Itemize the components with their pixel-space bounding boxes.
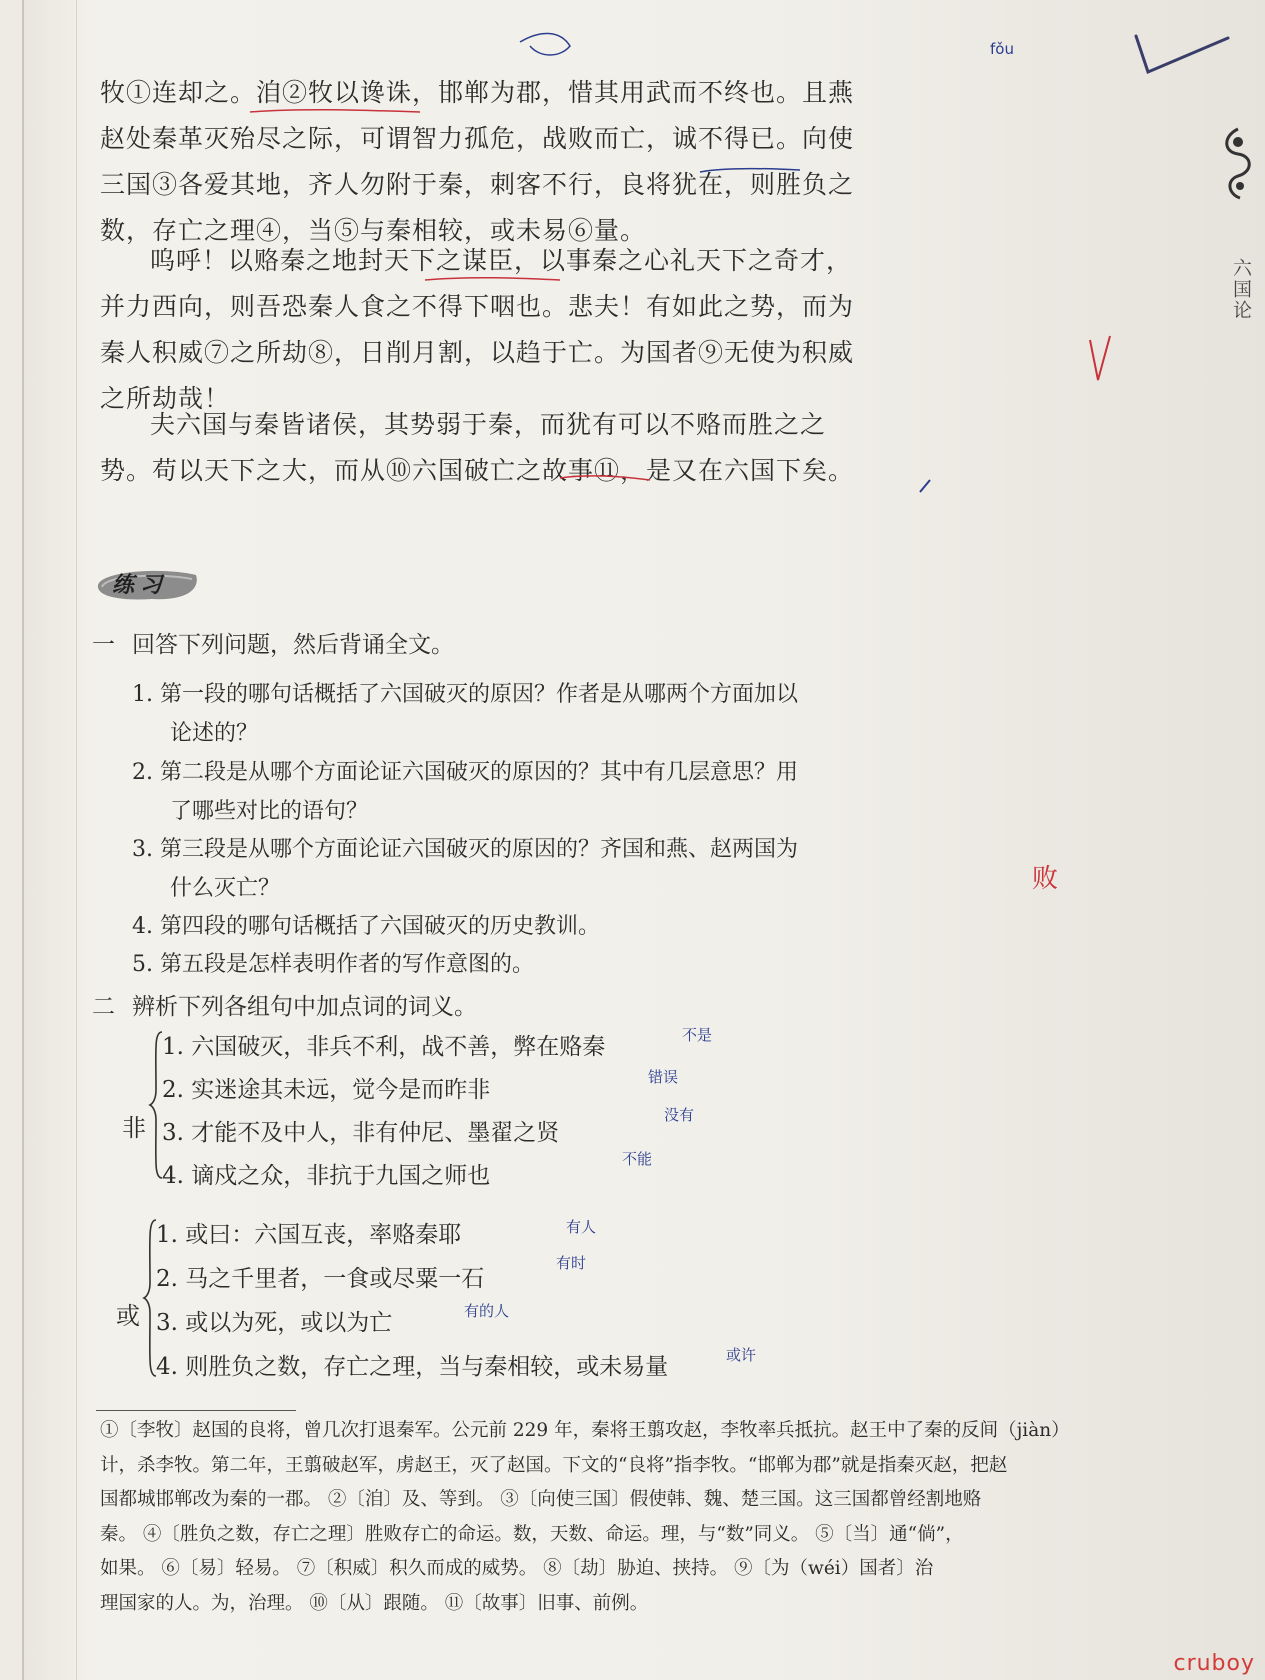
- group-label-fei: 非: [122, 1114, 146, 1142]
- passage-paragraph-1: [100, 70, 890, 254]
- group-huo-item: 1. 或曰：六国互丧，率赂秦耶: [156, 1222, 462, 1248]
- group-label-huo: 或: [116, 1302, 140, 1330]
- question-number: 2.: [132, 760, 153, 785]
- passage-line: 赵处秦革灭殆尽之际，可谓智力孤危，战败而亡，诚不得已。向使: [100, 124, 855, 153]
- passage-line: 夫六国与秦皆诸侯，其势弱于秦，而犹有可以不赂而胜之之: [150, 410, 827, 439]
- group-huo-item: 2. 马之千里者，一食或尽粟一石: [156, 1266, 485, 1292]
- passage-line: 势。苟以天下之大，而从⑩六国破亡之故事⑪，是又在六国下矣。: [100, 456, 855, 485]
- exercise-label-text: 练习: [112, 572, 169, 598]
- passage-line: 牧①连却之。洎②牧以谗诛，邯郸为郡，惜其用武而不终也。且燕: [100, 78, 855, 107]
- chapter-side-title: 六国论: [1230, 258, 1252, 321]
- footnote-line: 计，杀李牧。第二年，王翦破赵军，虏赵王，灭了赵国。下文的“良将”指李牧。“邯郸为郡”就是指秦灭赵，把赵: [100, 1454, 1008, 1476]
- part1-title: 回答下列问题，然后背诵全文。: [132, 632, 454, 658]
- footnote-line: 如果。 ⑥〔易〕轻易。 ⑦〔积威〕积久而成的威势。 ⑧〔劫〕胁迫、挟持。 ⑨〔为（wéi）国者〕治: [100, 1558, 934, 1579]
- group-fei-item: 2. 实迷途其未远，觉今是而昨非: [162, 1077, 491, 1103]
- footnote-line: 理国家的人。为，治理。 ⑩〔从〕跟随。 ⑪〔故事〕旧事、前例。: [100, 1592, 649, 1614]
- ornament-icon: [1218, 124, 1258, 204]
- part1-number: 一: [92, 632, 115, 658]
- question-text: 第一段的哪句话概括了六国破灭的原因？作者是从哪两个方面加以: [160, 682, 799, 707]
- handwritten-note: 错误: [648, 1068, 679, 1086]
- question-text: 第三段是从哪个方面论证六国破灭的原因的？齐国和燕、赵两国为: [160, 837, 799, 862]
- handwritten-note: fǒu: [990, 40, 1014, 58]
- footnote-line: 秦。 ④〔胜负之数，存亡之理〕胜败存亡的命运。数，天数、命运。理，与“数”同义。 ⑤〔当〕通“倘”，: [100, 1523, 964, 1545]
- passage-line: 呜呼！以赂秦之地封天下之谋臣，以事秦之心礼天下之奇才，: [150, 246, 853, 275]
- passage-line: 数，存亡之理④，当⑤与秦相较，或未易⑥量。: [100, 216, 647, 245]
- group-huo-item: 3. 或以为死，或以为亡: [156, 1310, 393, 1336]
- question-item: [132, 753, 902, 831]
- group-fei-item: 3. 才能不及中人，非有仲尼、墨翟之贤: [162, 1120, 560, 1146]
- check-mark-icon: [1128, 28, 1238, 78]
- question-text-cont: 论述的？: [170, 721, 259, 746]
- group-fei-item: 1. 六国破灭，非兵不利，战不善，弊在赂秦: [162, 1034, 606, 1060]
- passage-line: 秦人积威⑦之所劫⑧，日削月割，以趋于亡。为国者⑨无使为积威: [100, 338, 855, 367]
- question-text-cont: 什么灭亡？: [170, 876, 281, 901]
- question-item: [132, 907, 902, 946]
- handwritten-note: 有的人: [464, 1302, 510, 1320]
- question-number: 1.: [132, 682, 153, 707]
- handwritten-note: 败: [1032, 864, 1059, 894]
- part2-number: 二: [92, 994, 115, 1020]
- passage-line: 之所劫哉！: [100, 384, 231, 413]
- footnote-line: ①〔李牧〕赵国的良将，曾几次打退秦军。公元前 229 年，秦将王翦攻赵，李牧率兵抵抗。赵王中了秦的反间（jiàn）: [100, 1420, 1070, 1441]
- exercise-section-label: [92, 565, 202, 605]
- passage-line: 并力西向，则吾恐秦人食之不得下咽也。悲夫！有如此之势，而为: [100, 292, 855, 321]
- handwritten-note: 有时: [556, 1254, 587, 1272]
- footnotes-block: [100, 1414, 1220, 1621]
- question-text-cont: 了哪些对比的语句？: [170, 799, 369, 824]
- question-number: 5.: [132, 952, 153, 977]
- footnote-line: 国都城邯郸改为秦的一郡。 ②〔洎〕及、等到。 ③〔向使三国〕假使韩、魏、楚三国。这三国都曾经割地赂: [100, 1489, 982, 1510]
- question-item: [132, 675, 902, 753]
- question-item: [132, 830, 902, 908]
- handwritten-note: 有人: [566, 1218, 597, 1236]
- handwritten-note: 不能: [622, 1150, 653, 1168]
- group-fei-item: 4. 谪戍之众，非抗于九国之师也: [162, 1163, 491, 1189]
- handwritten-note: 不是: [682, 1026, 713, 1044]
- question-text: 第四段的哪句话概括了六国破灭的历史教训。: [160, 914, 601, 939]
- passage-paragraph-2: [100, 238, 890, 422]
- question-text: 第五段是怎样表明作者的写作意图的。: [160, 952, 535, 977]
- group-huo-item: 4. 则胜负之数，存亡之理，当与秦相较，或未易量: [156, 1354, 669, 1380]
- part2-heading: [92, 990, 477, 1024]
- question-number: 4.: [132, 914, 153, 939]
- page-gutter: [76, 0, 77, 1680]
- handwritten-note: 或许: [726, 1346, 757, 1364]
- handwritten-note: 没有: [664, 1106, 695, 1124]
- question-text: 第二段是从哪个方面论证六国破灭的原因的？其中有几层意思？用: [160, 760, 799, 785]
- question-number: 3.: [132, 837, 153, 862]
- question-item: [132, 945, 902, 984]
- footnote-divider: [96, 1410, 296, 1411]
- watermark: cruboy: [1173, 1651, 1255, 1676]
- part2-title: 辨析下列各组句中加点词的词义。: [132, 994, 477, 1020]
- part1-heading: [92, 628, 454, 662]
- passage-line: 三国③各爱其地，齐人勿附于秦，刺客不行，良将犹在，则胜负之: [100, 170, 855, 199]
- passage-paragraph-3: [100, 402, 890, 494]
